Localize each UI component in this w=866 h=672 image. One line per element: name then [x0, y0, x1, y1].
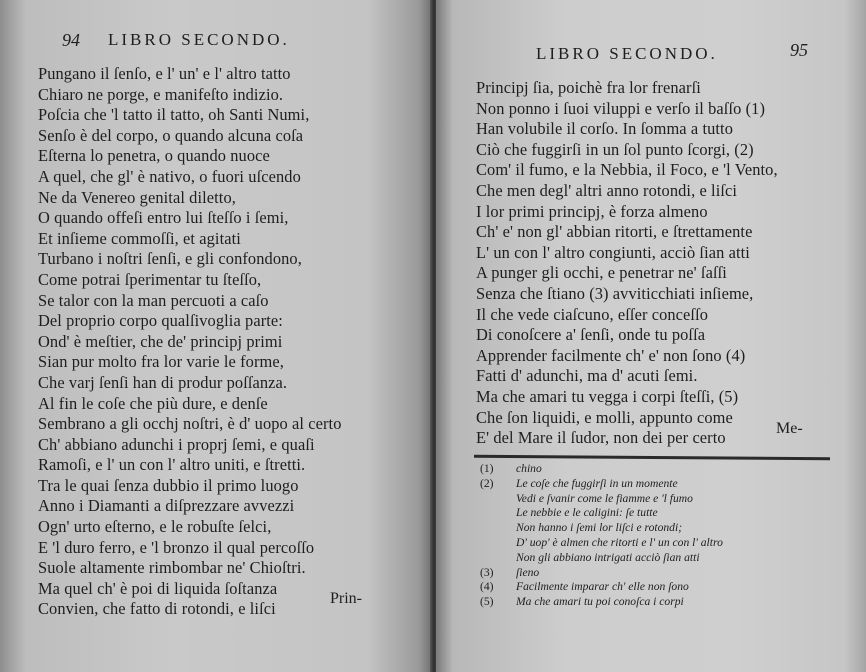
running-head: LIBRO SECONDO.: [536, 44, 718, 63]
footnote-text: Facilmente imparar ch' elle non ſono: [516, 580, 689, 594]
verse-line: Ogn' urto eſterno, e le robuſte ſelci,: [38, 517, 272, 537]
footnote: [480, 566, 723, 581]
verse-line: Che varj ſenſi han di produr poſſanza.: [38, 372, 288, 392]
right-page: [436, 0, 866, 672]
running-head: LIBRO SECONDO.: [108, 30, 290, 49]
footnote-text: Ma che amari tu poi conoſca i corpi: [516, 595, 684, 609]
verse-text: [476, 78, 778, 449]
verse-line: Turbano i noſtri ſenſi, e gli confondono,: [38, 249, 302, 269]
footnote: [480, 506, 723, 521]
verse-line: Ne da Venereo genital diletto,: [38, 187, 236, 207]
footnote-mark: (5): [480, 595, 494, 609]
footnote: [480, 536, 723, 551]
footnote: [480, 462, 723, 477]
verse-line: E 'l duro ferro, e 'l bronzo il qual percoſſo: [38, 537, 315, 557]
verse-line: Sembrano a gli occhj noſtri, è d' uopo al certo: [38, 414, 342, 434]
verse-line: Senza che ſtiano (3) avviticchiati inſieme,: [476, 283, 754, 303]
verse-line: Suole altamente rimbombar ne' Chioſtri.: [38, 558, 306, 578]
footnote: [480, 477, 723, 492]
verse-line: Come potrai ſperimentar tu ſteſſo,: [38, 269, 262, 289]
verse-line: Ond' è meſtier, che de' principj primi: [38, 331, 283, 351]
verse-line: Tra le quai ſenza dubbio il primo luogo: [38, 475, 299, 495]
footnote: [480, 521, 723, 536]
footnote-text: D' uop' è almen che ritorti e l' un con l' altro: [516, 535, 723, 549]
verse-line: Fatti d' adunchi, ma d' acuti ſemi.: [476, 366, 698, 386]
verse-line: I lor primi principj, è forza almeno: [476, 201, 708, 221]
verse-line: Del proprio corpo qualſivoglia parte:: [38, 311, 283, 331]
footnote-mark: (2): [480, 476, 494, 490]
footnotes: [480, 462, 723, 610]
verse-line: Poſcia che 'l tatto il tatto, oh Santi Numi,: [38, 105, 310, 125]
verse-line: E' del Mare il ſudor, non dei per certo: [476, 428, 726, 448]
verse-line: Apprender facilmente ch' e' non ſono (4): [476, 345, 746, 365]
verse-line: Convien, che fatto di rotondi, e liſci: [38, 599, 276, 619]
verse-line: Chiaro ne porge, e manifeſto indizio.: [38, 84, 284, 104]
footnote-mark: (1): [480, 462, 494, 475]
footnote-text: Le nebbie e le caligini: ſe tutte: [516, 506, 658, 520]
verse-line: Al fin le coſe che più dure, e denſe: [38, 393, 268, 413]
verse-line: A punger gli occhi, e penetrar ne' ſaſſi: [476, 263, 727, 283]
footnote: [480, 551, 723, 566]
verse-line: Che men degl' altri anno rotondi, e liſci: [476, 180, 738, 200]
verse-line: O quando offeſi entro lui ſteſſo i ſemi,: [38, 208, 289, 228]
verse-line: Non ponno i ſuoi viluppi e verſo il baſſo (1): [476, 98, 766, 118]
verse-line: Anno i Diamanti a diſprezzare avvezzi: [38, 496, 295, 516]
footnote-text: Vedi e ſvanir come le fiamme e 'l fumo: [516, 491, 693, 505]
catchword: Prin-: [330, 590, 362, 607]
verse-line: Com' il fumo, e la Nebbia, il Foco, e 'l Vento,: [476, 160, 778, 180]
catchword: Me-: [776, 420, 803, 437]
footnote-text: Non hanno i ſemi lor liſci e rotondi;: [516, 521, 683, 535]
footnote: [480, 580, 723, 595]
verse-line: Di conoſcere a' ſenſi, onde tu poſſa: [476, 325, 706, 345]
verse-line: Ma quel ch' è poi di liquida ſoſtanza: [38, 578, 278, 598]
verse-line: Ch' abbiano adunchi i proprj ſemi, e quaſi: [38, 434, 315, 454]
footnote: [480, 595, 723, 610]
verse-line: Et inſieme commoſſi, et agitati: [38, 228, 241, 248]
footnote-text: Non gli abbiano intrigati acciò ſian atti: [516, 550, 700, 564]
verse-line: Se talor con la man percuoti a caſo: [38, 290, 269, 310]
footnote-rule: [474, 455, 830, 460]
verse-line: Ma che amari tu vegga i corpi ſteſſi, (5): [476, 386, 739, 406]
verse-line: Ciò che fuggirſi in un ſol punto ſcorgi, (2): [476, 139, 754, 159]
verse-line: Che ſon liquidi, e molli, appunto come: [476, 407, 733, 427]
page-number: 94: [62, 30, 80, 50]
verse-line: Han volubile il corſo. In ſomma a tutto: [476, 119, 733, 139]
verse-line: A quel, che gl' è nativo, o fuori uſcendo: [38, 166, 301, 186]
footnote-text: ſieno: [516, 565, 540, 579]
verse-line: Sian pur molto fra lor varie le forme,: [38, 352, 284, 372]
page-number: 95: [790, 40, 808, 60]
footnote-mark: (4): [480, 580, 494, 594]
verse-line: Pungano il ſenſo, e l' un' e l' altro tatto: [38, 64, 291, 83]
verse-line: Ch' e' non gl' abbian ritorti, e ſtrettamente: [476, 222, 753, 242]
footnote-text: chino: [516, 462, 542, 475]
footnote-mark: (3): [480, 565, 494, 579]
verse-line: Il che vede ciaſcuno, eſſer conceſſo: [476, 304, 709, 324]
verse-line: Eſterna lo penetra, o quando nuoce: [38, 146, 270, 166]
footnote-text: Le coſe che fuggirſi in un momente: [516, 476, 678, 490]
footnote: [480, 492, 723, 507]
verse-text: [38, 64, 342, 620]
verse-line: Senſo è del corpo, o quando alcuna coſa: [38, 125, 304, 145]
left-page: [0, 0, 432, 672]
verse-line: Ramoſi, e l' un con l' altro uniti, e ſtretti.: [38, 455, 306, 475]
verse-line: Principj ſia, poichè fra lor frenarſi: [476, 78, 701, 97]
verse-line: L' un con l' altro congiunti, acciò ſian atti: [476, 242, 750, 262]
